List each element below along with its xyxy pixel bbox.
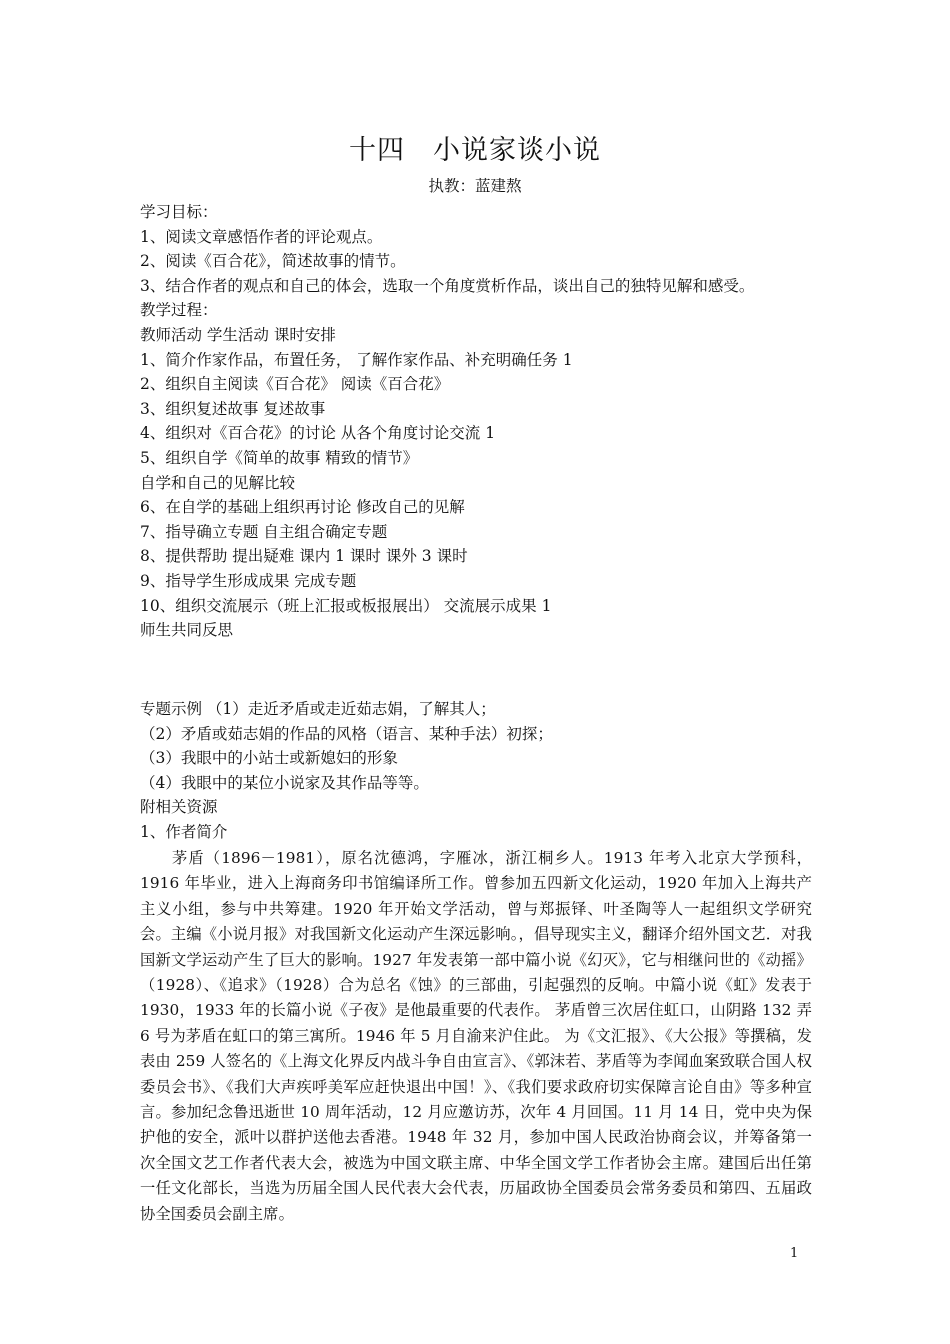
text-line: 1、阅读文章感悟作者的评论观点。 (140, 227, 383, 246)
page-title: 十四 小说家谈小说 (349, 135, 601, 166)
text-line: 教师活动 学生活动 课时安排 (140, 325, 336, 344)
text-line: 6、在自学的基础上组织再讨论 修改自己的见解 (140, 498, 465, 517)
author-bio-section (140, 846, 812, 1227)
topic-examples-section (140, 697, 812, 845)
text-line: （2）矛盾或茹志娟的作品的风格（语言、某种手法）初探； (140, 724, 553, 743)
text-line: 师生共同反思 (140, 621, 234, 640)
author-line: 执教：蓝建熬 (428, 177, 522, 195)
text-line: 5、组织自学《简单的故事 精致的情节》 (140, 448, 419, 467)
text-line: 3、组织复述故事 复述故事 (140, 399, 326, 418)
text-line: 教学过程： (140, 301, 218, 320)
text-line: 学习目标： (140, 203, 218, 221)
text-line: 4、组织对《百合花》的讨论 从各个角度讨论交流 1 (140, 424, 496, 443)
text-line: 7、指导确立专题 自主组合确定专题 (140, 522, 388, 541)
text-line: （4）我眼中的某位小说家及其作品等等。 (140, 773, 429, 792)
text-line: 10、组织交流展示（班上汇报或板报展出） 交流展示成果 1 (140, 596, 552, 615)
text-line: 1、作者简介 (140, 822, 228, 841)
text-line: （3）我眼中的小站士或新媳妇的形象 (140, 749, 398, 768)
text-line: 1、简介作家作品，布置任务， 了解作家作品、补充明确任务 1 (140, 350, 573, 369)
text-line: 9、指导学生形成成果 完成专题 (140, 571, 357, 590)
text-line: 附相关资源 (140, 798, 218, 817)
lesson-plan-section (140, 200, 812, 643)
author-bio-paragraph: 茅盾（1896－1981），原名沈德鸿，字雁冰，浙江桐乡人。1913 年考入北京大学预科，1916 年毕业，进入上海商务印书馆编译所工作。曾参加五四新文化运动，1920 年加入上海共产主义小组，参与中共筹建。1920 年开始文学活动，曾与郑振铎、叶圣陶等人一起组织文学研究会。主编《小说月报》对我国新文化运动产生深远影响。，倡导现实主义，翻译介绍外国文艺．对我国新文学运动产生了巨大的影响。1927 年发表第一部中篇小说《幻灭》，它与相继问世的《动摇》（1928）、《追求》（1928）合为总名《蚀》的三部曲，引起强烈的反响。中篇小说《虹》发表于 1930，1933 年的长篇小说《子夜》是他最重要的代表作。 茅盾曾三次居住虹口，山阴路 132 弄 6 号为茅盾在虹口的第三寓所。1946 年 5 月自渝来沪住此。 为《文汇报》、《大公报》等撰稿，发表由 259 人签名的《上海文化界反内战斗争自由宣言》、《郭沫若、茅盾等为李闻血案致联合国人权委员会书》、《我们大声疾呼美军应赶快退出中国！》、《我们要求政府切实保障言论自由》等多种宣言。参加纪念鲁迅逝世 10 周年活动，12 月应邀访苏，次年 4 月回国。11 月 14 日，党中央为保护他的安全，派叶以群护送他去香港。1948 年 32 月，参加中国人民政治协商会议，并筹备第一次全国文艺工作者代表大会，被选为中国文联主席、中华全国文学工作者协会主席。建国后出任第一任文化部长，当选为历届全国人民代表大会代表，历届政协全国委员会常务委员和第四、五届政协全国委员会副主席。 (140, 849, 812, 1223)
text-line: 自学和自己的见解比较 (140, 473, 296, 492)
text-line: 2、阅读《百合花》，简述故事的情节。 (140, 252, 406, 271)
text-line: 8、提供帮助 提出疑难 课内 1 课时 课外 3 课时 (140, 547, 468, 566)
text-line: 2、组织自主阅读《百合花》 阅读《百合花》 (140, 375, 450, 394)
text-line: 专题示例 （1）走近矛盾或走近茹志娟，了解其人； (140, 700, 496, 718)
text-line: 3、结合作者的观点和自己的体会，选取一个角度赏析作品，谈出自己的独特见解和感受。 (140, 276, 755, 295)
page-number: 1 (790, 1246, 799, 1261)
